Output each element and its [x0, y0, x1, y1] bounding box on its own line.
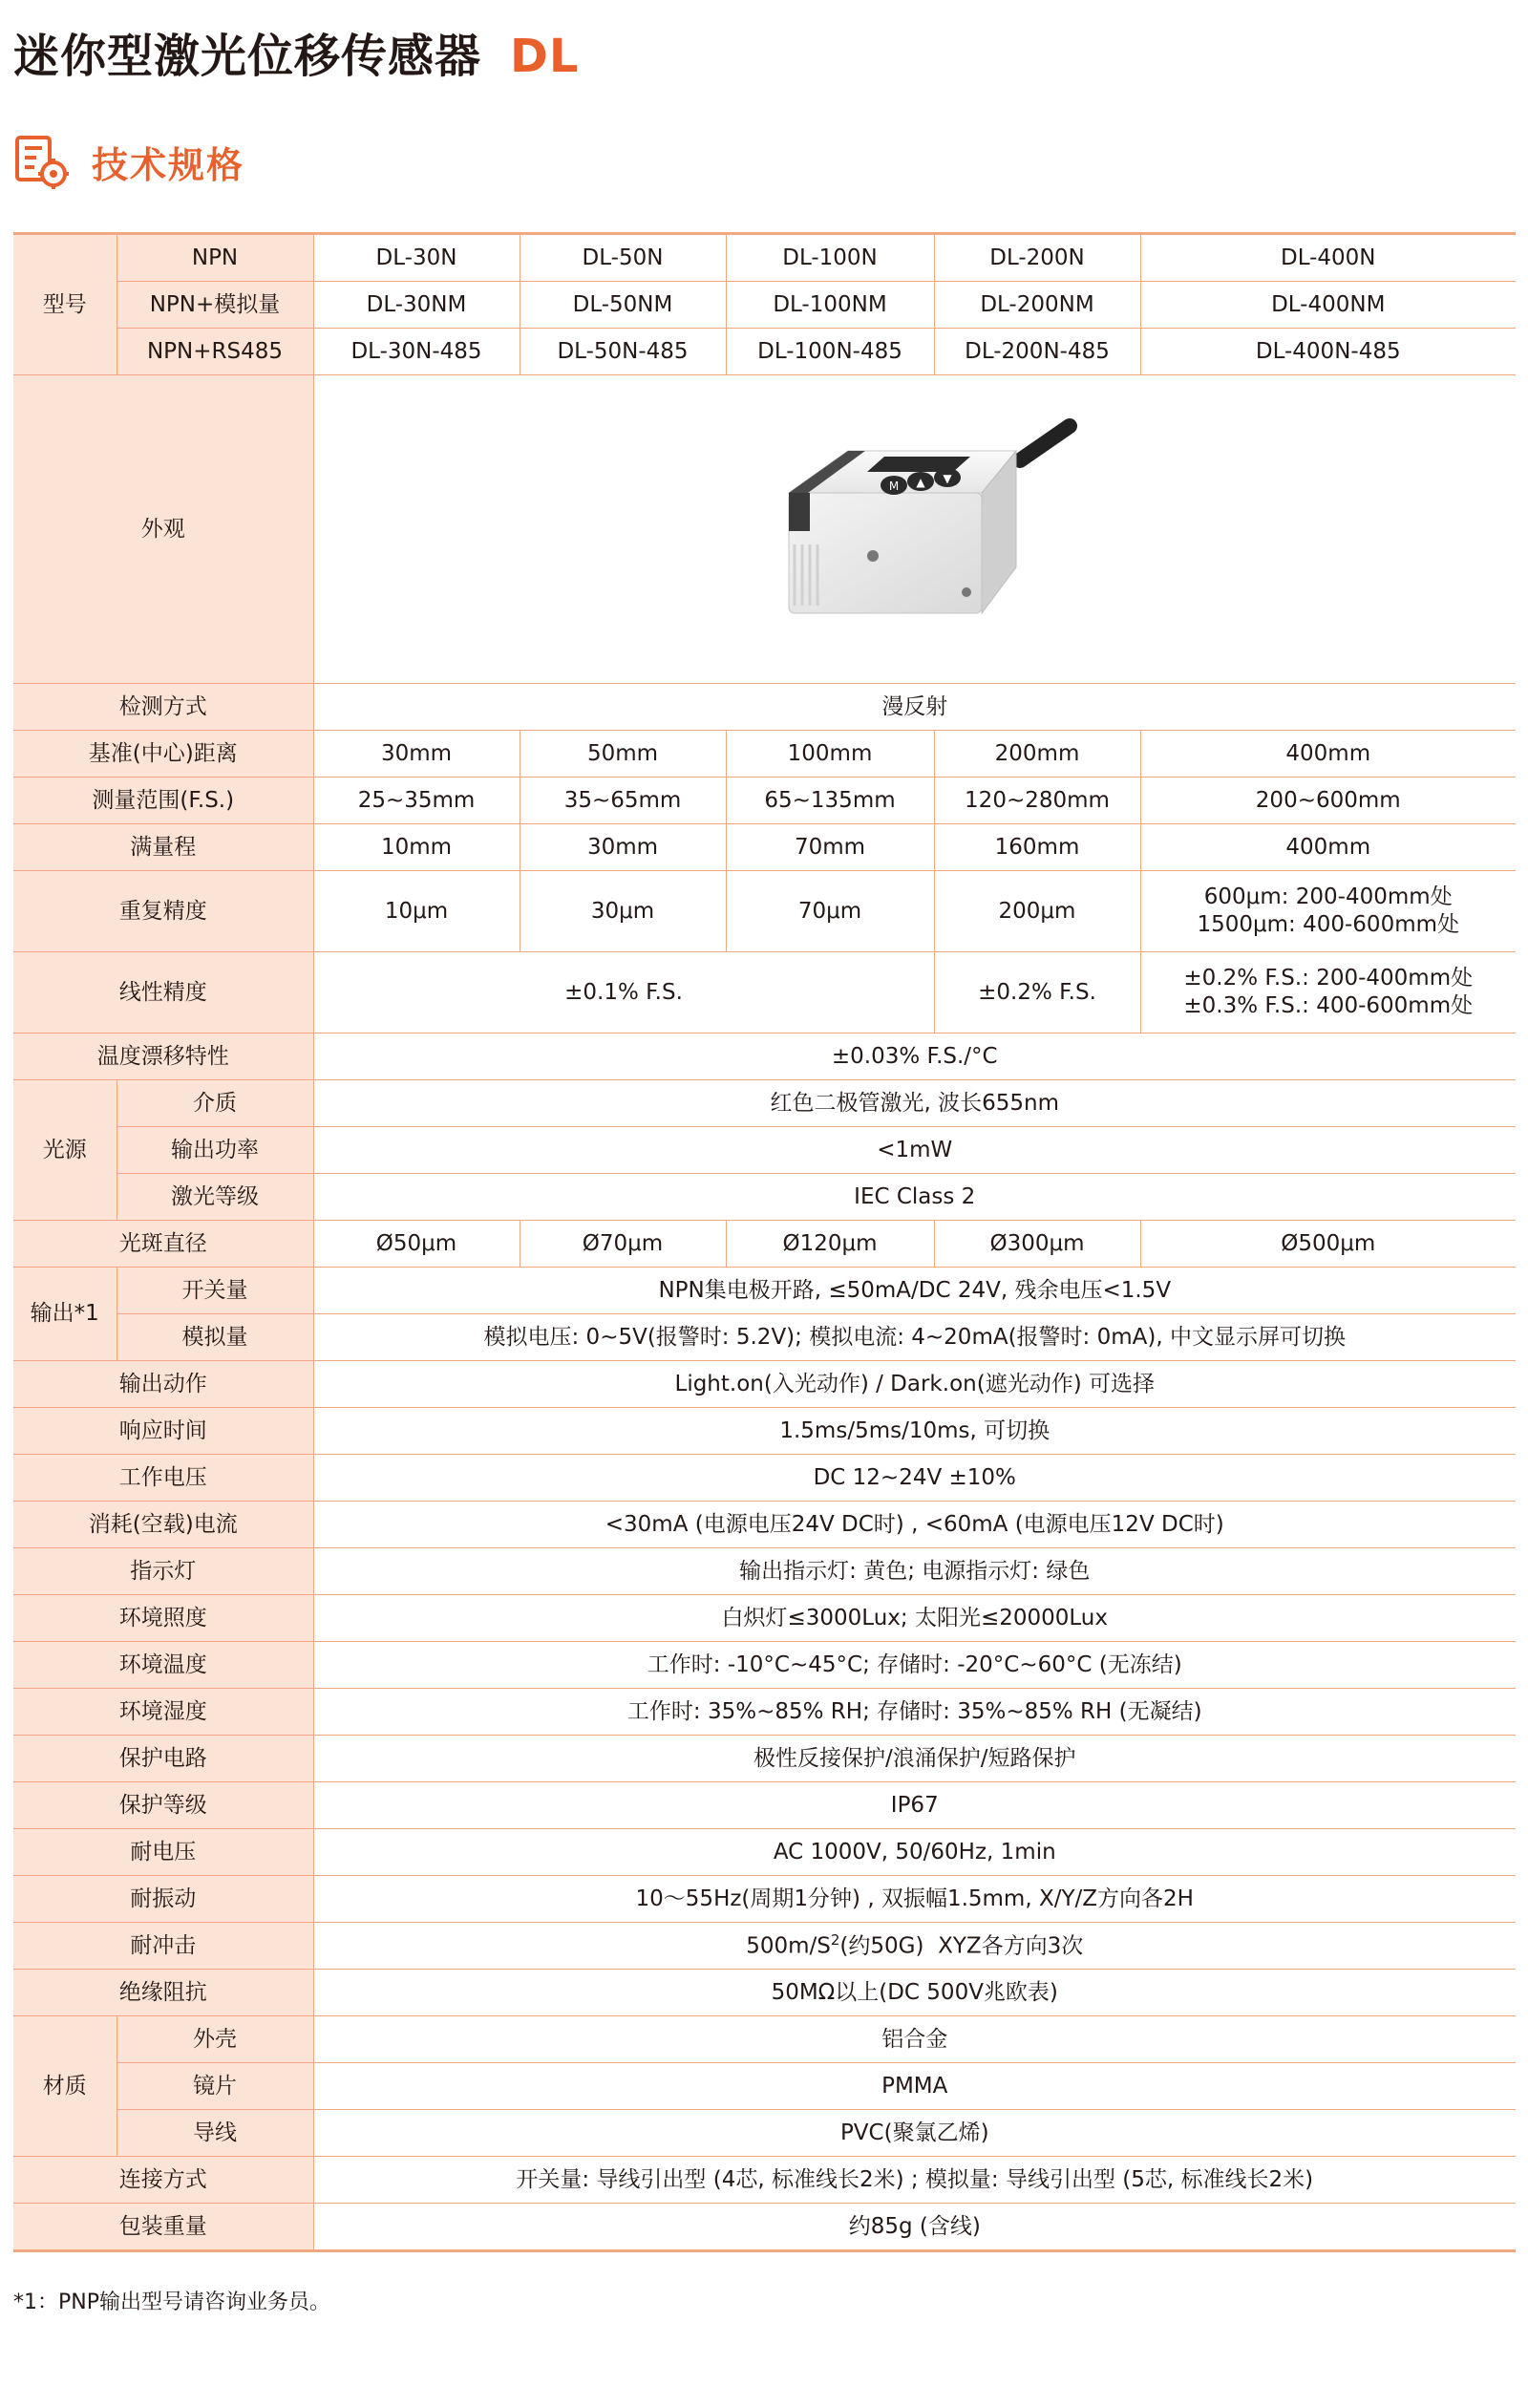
table-cell: DL-100N: [726, 234, 934, 282]
table-cell: ±0.1% F.S.: [313, 952, 934, 1034]
table-cell: NPN集电极开路, ≤50mA/DC 24V, 残余电压<1.5V: [313, 1268, 1516, 1314]
row-label: 开关量: [117, 1268, 313, 1314]
footnote: *1：PNP输出型号请咨询业务员。: [13, 2291, 330, 2314]
row-label: 模拟量: [117, 1314, 313, 1361]
table-cell: IEC Class 2: [313, 1174, 1516, 1221]
table-cell: PVC(聚氯乙烯): [313, 2110, 1516, 2157]
row-label: 耐电压: [13, 1829, 313, 1876]
table-row: [13, 1127, 1516, 1174]
table-cell: PMMA: [313, 2063, 1516, 2110]
table-cell: 30μm: [520, 871, 726, 952]
table-cell: IP67: [313, 1782, 1516, 1829]
table-row: [13, 1268, 1516, 1314]
table-cell: 漫反射: [313, 684, 1516, 731]
table-row: [13, 1876, 1516, 1923]
table-cell: 50MΩ以上(DC 500V兆欧表): [313, 1970, 1516, 2016]
table-row: [13, 1736, 1516, 1782]
table-cell: AC 1000V, 50/60Hz, 1min: [313, 1829, 1516, 1876]
row-label: 温度漂移特性: [13, 1034, 313, 1080]
row-label: 指示灯: [13, 1548, 313, 1595]
table-cell: <1mW: [313, 1127, 1516, 1174]
row-label: 镜片: [117, 2063, 313, 2110]
table-row: [13, 1408, 1516, 1455]
appearance-cell: [313, 375, 1516, 684]
table-row: [13, 234, 1516, 282]
table-cell: 10mm: [313, 824, 520, 871]
row-label: NPN+模拟量: [117, 282, 313, 329]
row-label: 介质: [117, 1080, 313, 1127]
table-cell: 开关量: 导线引出型 (4芯, 标准线长2米) ; 模拟量: 导线引出型 (5芯, 标准线长2米): [313, 2157, 1516, 2204]
section-header: [13, 132, 244, 191]
table-cell: DL-400N: [1140, 234, 1516, 282]
spec-document-gear-icon: [13, 132, 73, 191]
table-row: [13, 1548, 1516, 1595]
table-cell: 160mm: [934, 824, 1140, 871]
table-row: [13, 1221, 1516, 1268]
table-cell: <30mA (电源电压24V DC时) , <60mA (电源电压12V DC时): [313, 1502, 1516, 1548]
table-row: [13, 1642, 1516, 1689]
cell-line: 600μm: 200-400mm处: [1203, 884, 1453, 910]
shock-suffix: (约50G) XYZ各方向3次: [839, 1933, 1084, 1959]
table-row: [13, 871, 1516, 952]
table-cell: DL-30NM: [313, 282, 520, 329]
table-cell: 400mm: [1140, 731, 1516, 778]
table-cell: Light.on(入光动作) / Dark.on(遮光动作) 可选择: [313, 1361, 1516, 1408]
table-cell: DC 12~24V ±10%: [313, 1455, 1516, 1502]
row-label: 包装重量: [13, 2204, 313, 2251]
table-cell: 70μm: [726, 871, 934, 952]
table-row: [13, 1502, 1516, 1548]
table-cell: DL-50NM: [520, 282, 726, 329]
table-row: [13, 2063, 1516, 2110]
row-label: 检测方式: [13, 684, 313, 731]
table-cell: 白炽灯≤3000Lux; 太阳光≤20000Lux: [313, 1595, 1516, 1642]
table-cell: 工作时: 35%~85% RH; 存储时: 35%~85% RH (无凝结): [313, 1689, 1516, 1736]
table-cell: 50mm: [520, 731, 726, 778]
table-cell: DL-200N-485: [934, 329, 1140, 375]
table-cell: [1140, 871, 1516, 952]
cell-line: ±0.3% F.S.: 400-600mm处: [1183, 993, 1474, 1018]
table-row: [13, 375, 1516, 684]
row-label: 重复精度: [13, 871, 313, 952]
table-row: [13, 1829, 1516, 1876]
row-label: 环境温度: [13, 1642, 313, 1689]
title-text: 迷你型激光位移传感器: [13, 30, 482, 83]
mode-button-label: M: [888, 479, 899, 493]
table-cell: 100mm: [726, 731, 934, 778]
table-row: [13, 2110, 1516, 2157]
table-cell: 200mm: [934, 731, 1140, 778]
row-label: 连接方式: [13, 2157, 313, 2204]
table-row: [13, 1782, 1516, 1829]
row-label: 满量程: [13, 824, 313, 871]
table-row: [13, 824, 1516, 871]
table-cell: ±0.2% F.S.: [934, 952, 1140, 1034]
row-label: 光源: [13, 1080, 117, 1221]
table-row: [13, 1361, 1516, 1408]
table-row: [13, 1080, 1516, 1127]
table-row: [13, 684, 1516, 731]
table-cell: DL-400N-485: [1140, 329, 1516, 375]
section-title: 技术规格: [92, 143, 245, 186]
table-cell: [313, 1923, 1516, 1970]
row-label: 材质: [13, 2016, 117, 2157]
table-row: [13, 2016, 1516, 2063]
table-cell: DL-50N: [520, 234, 726, 282]
up-button-label: ▲: [916, 476, 925, 489]
table-cell: 70mm: [726, 824, 934, 871]
table-cell: 1.5ms/5ms/10ms, 可切换: [313, 1408, 1516, 1455]
row-label: 消耗(空载)电流: [13, 1502, 313, 1548]
table-row: [13, 2157, 1516, 2204]
table-row: [13, 731, 1516, 778]
row-label: 绝缘阻抗: [13, 1970, 313, 2016]
table-cell: DL-100NM: [726, 282, 934, 329]
table-cell: 35~65mm: [520, 778, 726, 824]
row-label: 环境湿度: [13, 1689, 313, 1736]
row-label: 环境照度: [13, 1595, 313, 1642]
table-row: [13, 1923, 1516, 1970]
table-cell: DL-50N-485: [520, 329, 726, 375]
row-label: 工作电压: [13, 1455, 313, 1502]
table-cell: 30mm: [520, 824, 726, 871]
table-row: [13, 1314, 1516, 1361]
row-label: 光斑直径: [13, 1221, 313, 1268]
table-cell: 400mm: [1140, 824, 1516, 871]
table-cell: 25~35mm: [313, 778, 520, 824]
row-label: 保护电路: [13, 1736, 313, 1782]
table-cell: DL-30N: [313, 234, 520, 282]
table-cell: Ø50μm: [313, 1221, 520, 1268]
row-label: 外壳: [117, 2016, 313, 2063]
table-cell: Ø500μm: [1140, 1221, 1516, 1268]
table-cell: 红色二极管激光, 波长655nm: [313, 1080, 1516, 1127]
cell-line: 1500μm: 400-600mm处: [1197, 912, 1460, 937]
table-cell: 200μm: [934, 871, 1140, 952]
row-label: 输出功率: [117, 1127, 313, 1174]
row-label: 耐振动: [13, 1876, 313, 1923]
table-row: [13, 1595, 1516, 1642]
model-code: DL: [510, 30, 580, 83]
table-cell: 10〜55Hz(周期1分钟) , 双振幅1.5mm, X/Y/Z方向各2H: [313, 1876, 1516, 1923]
cell-line: ±0.2% F.S.: 200-400mm处: [1183, 966, 1474, 991]
row-label: 测量范围(F.S.): [13, 778, 313, 824]
row-label: 外观: [13, 375, 313, 684]
row-label: 输出动作: [13, 1361, 313, 1408]
table-cell: DL-200NM: [934, 282, 1140, 329]
table-cell: 极性反接保护/浪涌保护/短路保护: [313, 1736, 1516, 1782]
table-cell: 铝合金: [313, 2016, 1516, 2063]
row-label: 线性精度: [13, 952, 313, 1034]
table-row: [13, 1970, 1516, 2016]
table-row: [13, 2204, 1516, 2251]
row-label: 耐冲击: [13, 1923, 313, 1970]
table-cell: 30mm: [313, 731, 520, 778]
table-cell: 10μm: [313, 871, 520, 952]
row-label: 导线: [117, 2110, 313, 2157]
row-label: 型号: [13, 234, 117, 375]
table-row: [13, 282, 1516, 329]
table-cell: DL-400NM: [1140, 282, 1516, 329]
row-label: 响应时间: [13, 1408, 313, 1455]
table-row: [13, 1455, 1516, 1502]
table-cell: DL-100N-485: [726, 329, 934, 375]
table-cell: 约85g (含线): [313, 2204, 1516, 2251]
row-label: 基准(中心)距离: [13, 731, 313, 778]
table-cell: Ø120μm: [726, 1221, 934, 1268]
table-cell: DL-200N: [934, 234, 1140, 282]
table-row: [13, 778, 1516, 824]
table-cell: 输出指示灯: 黄色; 电源指示灯: 绿色: [313, 1548, 1516, 1595]
table-cell: Ø300μm: [934, 1221, 1140, 1268]
table-cell: DL-30N-485: [313, 329, 520, 375]
table-row: [13, 1034, 1516, 1080]
table-cell: [1140, 952, 1516, 1034]
table-row: [13, 1174, 1516, 1221]
table-cell: 200~600mm: [1140, 778, 1516, 824]
table-cell: 120~280mm: [934, 778, 1140, 824]
table-cell: Ø70μm: [520, 1221, 726, 1268]
row-label: 输出*1: [13, 1268, 117, 1361]
down-button-label: ▼: [943, 472, 952, 485]
row-label: 保护等级: [13, 1782, 313, 1829]
row-label: 激光等级: [117, 1174, 313, 1221]
table-row: [13, 952, 1516, 1034]
spec-table: [13, 232, 1516, 2252]
table-cell: 模拟电压: 0~5V(报警时: 5.2V); 模拟电流: 4~20mA(报警时: 0mA), 中文显示屏可切换: [313, 1314, 1516, 1361]
laser-displacement-sensor-photo: [733, 405, 1096, 653]
row-label: NPN+RS485: [117, 329, 313, 375]
shock-superscript: 2: [830, 1930, 840, 1949]
table-row: [13, 1689, 1516, 1736]
table-cell: ±0.03% F.S./°C: [313, 1034, 1516, 1080]
table-cell: 65~135mm: [726, 778, 934, 824]
shock-prefix: 500m/S: [746, 1933, 831, 1959]
table-row: [13, 329, 1516, 375]
table-cell: 工作时: -10°C~45°C; 存储时: -20°C~60°C (无冻结): [313, 1642, 1516, 1689]
page-title: [13, 19, 579, 85]
row-label: NPN: [117, 234, 313, 282]
